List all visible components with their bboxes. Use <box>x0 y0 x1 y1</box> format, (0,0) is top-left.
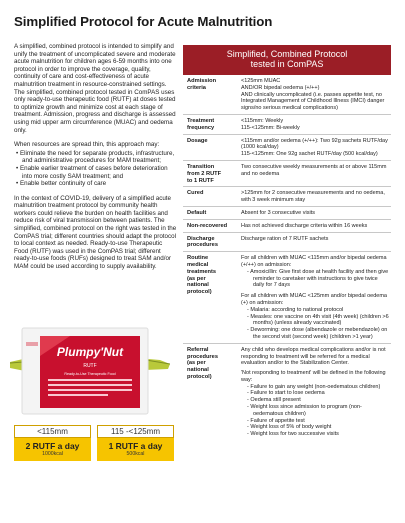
row-value: <115mm and/or oedema (+/++): Two 92g sachets RUTF/day (1000 kcal/day) 115-<125mm: One 92g sachet RUTF/day (500 kcal/day) <box>241 137 388 158</box>
table-row-routine-treatments <box>183 252 391 344</box>
table-header <box>183 45 391 75</box>
table-header-line: Simplified, Combined Protocol <box>226 49 348 59</box>
protocol-table <box>183 45 391 440</box>
approach-item: • Enable earlier treatment of cases before deterioration into more costly SAM treatment; and <box>14 165 177 180</box>
covid-paragraph: In the context of COVID-19, delivery of a simplified acute malnutrition treatment protocol by community health workers could relieve the burden on health facilities and reduce risk of viral transmission between patients. The simplified, combined protocol on the right was tested in the ComPAS trial; different countries should adapt the protocol to local context as needed. Ready-to-use Therapeutic Food (RUTF) was used in the ComPAS trial; different ready-to-use foods (RUFs) designed to treat SAM and/or MAM could be used according to supply availability. <box>14 194 177 271</box>
row-value: >125mm for 2 consecutive measurements and no oedema, with 3 week minimum stay <box>241 190 385 204</box>
table-row-discharge <box>183 233 391 253</box>
row-value: For all children with MUAC <115mm and/or bipedal oedema (+/++) on admission: - Amoxicillin: Give first dose at health facility and then give reminder to caretaker with instructions to give twice daily for 7 days For all children with MUAC <125mm and/or bipedal oedema (+) on admission: - Malaria: according to national protocol - Measles: one vaccine on 4th visit (4th week) (children >6 months) (unless already vaccinated) - Deworming: one dose (albendazole or mebendazole) on the second visit (second week) (children >1 year) <box>238 252 391 343</box>
row-label: Non-recovered <box>187 222 228 229</box>
band-dose-box <box>97 438 174 461</box>
dose-band-severe <box>14 425 91 461</box>
band-kcal: 500kcal <box>126 451 145 457</box>
row-value: Discharge ration of 7 RUTF sachets <box>241 235 329 242</box>
row-label: Transition from 2 RUTF to 1 RUTF <box>187 163 222 184</box>
row-label: Discharge procedures <box>187 235 218 249</box>
row-label: Admission criteria <box>187 78 217 91</box>
left-column <box>14 43 177 278</box>
package-text: Ready-to-Use Therapeutic Food <box>64 372 116 376</box>
table-row-cured <box>183 187 391 207</box>
rutf-package-image <box>10 316 170 416</box>
band-muac: 115 -<125mm <box>97 425 174 438</box>
approach-item: • Enable better continuity of care <box>14 180 177 188</box>
approach-list <box>14 150 177 188</box>
row-label: Referral procedures (as per national protocol) <box>187 346 218 380</box>
row-value: Has not achieved discharge criteria within 16 weeks <box>241 222 368 229</box>
table-row-frequency <box>183 115 391 135</box>
row-label: Dosage <box>187 137 208 144</box>
table-header-line: tested in ComPAS <box>250 59 324 69</box>
row-value: Two consecutive weekly measurements at or above 115mm and no oedema <box>241 163 387 177</box>
page-title: Simplified Protocol for Acute Malnutrition <box>14 14 273 29</box>
row-value: Any child who develops medical complications and/or is not responding to treatment will be referred for a medical evaluation and/or to the Stabilization Center. 'Not responding to treatment' will be defined in the following way: - Failure to gain any weight (non-oedematous children) - Failure to start to lose oedema - Oedema still present - Weight loss since admission to program (non-oedematous children) - Failure of appetite test - Weight loss of 5% of body weight - Weight loss for two successive visits <box>238 344 391 440</box>
table-row-default <box>183 207 391 220</box>
band-kcal: 1000kcal <box>42 451 63 457</box>
band-muac: <115mm <box>14 425 91 438</box>
row-value: Absent for 3 consecutive visits <box>241 209 315 216</box>
row-label: Default <box>187 209 207 216</box>
package-brand: Plumpy'Nut <box>56 345 124 359</box>
row-label: Treatment frequency <box>187 117 215 131</box>
table-row-transition <box>183 161 391 187</box>
table-row-non-recovered <box>183 220 391 233</box>
approach-intro: When resources are spread thin, this approach may: <box>14 141 160 149</box>
row-value: <115mm: Weekly 115-<125mm: Bi-weekly <box>241 117 300 131</box>
band-dose: 1 RUTF a day <box>108 441 163 451</box>
table-row-dosage <box>183 135 391 161</box>
band-dose-box <box>14 438 91 461</box>
table-row-referral <box>183 344 391 440</box>
dose-band-moderate <box>97 425 174 461</box>
intro-paragraph: A simplified, combined protocol is intended to simplify and unify the treatment of uncomplicated severe and moderate acute malnutrition for children ages 6-59 months into one protocol in order to improve the coverage, quality, continuity of care and cost-effectiveness of acute malnutrition treatment in resource-constrained settings. The simplified, combined protocol tested in ComPAS uses only ready-to-use therapeutic food (RUTF) at doses tested to optimize growth and minimize cost at each stage of treatment. Admission, progress and discharge is assessed using mid upper arm circumference (MUAC) and oedema only. <box>14 43 176 134</box>
row-value: <125mm MUAC AND/OR bipedal oedema (+/++) AND clinically uncomplicated (i.e. passes appetite test, no Integrated Management of Childhood Illness (IMCI) danger signs/no serious medical complications) <box>241 78 385 112</box>
table-row-admission <box>183 75 391 115</box>
row-label: Routine medical treatments (as per national protocol) <box>187 255 217 296</box>
approach-item: • Eliminate the need for separate products, infrastructure, and administrative procedures for MAM treatment; <box>14 150 177 165</box>
package-small: RUTF <box>83 363 97 369</box>
band-dose: 2 RUTF a day <box>25 441 80 451</box>
row-label: Cured <box>187 190 204 197</box>
